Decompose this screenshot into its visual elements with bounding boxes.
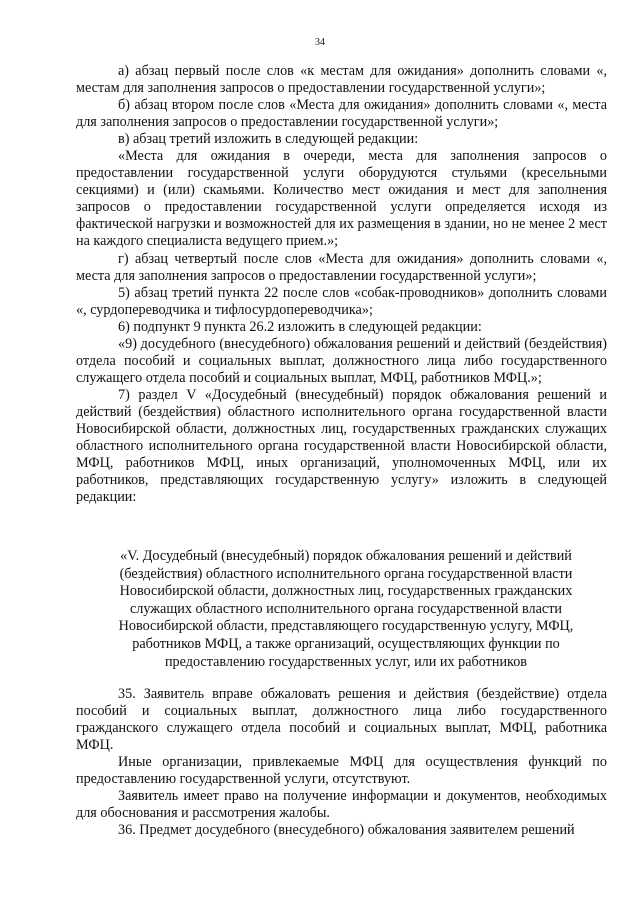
amendments-text [76, 63, 607, 506]
heading-line: служащих областного исполнительного органа государственной власти [129, 600, 563, 617]
paragraph: 36. Предмет досудебного (внесудебного) обжалования заявителем решений [118, 822, 575, 839]
page-number: 34 [315, 37, 325, 48]
heading-line: предоставлению государственных услуг, или их работников [164, 653, 528, 670]
heading-line: «V. Досудебный (внесудебный) порядок обжалования решений и действий [120, 548, 572, 564]
paragraph: 6) подпункт 9 пункта 26.2 изложить в следующей редакции: [118, 318, 482, 335]
paragraph: б) абзац втором после слов «Места для ожидания» дополнить словами «, места для заполнения запросов о предоставлении государственной услуги»; [76, 97, 607, 131]
paragraph: 7) раздел V «Досудебный (внесудебный) порядок обжалования решений и действий (бездействия) областного исполнительного органа государственной власти Новосибирской области, должностных лиц, государственных гражданских служащих областного исполнительного органа государственной власти Новосибирской области, МФЦ, работников МФЦ, иных организаций, уполномоченных МФЦ, или их работников, представляющих государственную услугу» изложить в следующей редакции: [76, 386, 607, 506]
paragraph: Иные организации, привлекаемые МФЦ для осуществления функций по предоставлению государственной услуги, отсутствуют. [76, 754, 607, 788]
heading-line: (бездействия) областного исполнительного органа государственной власти [119, 565, 573, 582]
section-text [76, 686, 607, 839]
heading-line: Новосибирской области, представляющего государственную услугу, МФЦ, [118, 618, 574, 635]
paragraph: а) абзац первый после слов «к местам для ожидания» дополнить словами «, местам для заполнения запросов о предоставлении государственной услуги»; [76, 63, 607, 97]
paragraph: в) абзац третий изложить в следующей редакции: [118, 131, 419, 148]
section-heading [96, 548, 596, 671]
paragraph: 5) абзац третий пункта 22 после слов «собак-проводников» дополнить словами «, сурдопереводчика и тифлосурдопереводчика»; [76, 284, 607, 318]
paragraph: Заявитель имеет право на получение информации и документов, необходимых для обоснования и рассмотрения жалобы. [76, 788, 607, 822]
heading-line: работников МФЦ, а также организаций, осуществляющих функции по [132, 635, 560, 652]
paragraph: «9) досудебного (внесудебного) обжалования решений и действий (бездействия) отдела пособий и социальных выплат, должностного лица либо государственного служащего отдела пособий и социальных выплат, МФЦ, работников МФЦ.»; [76, 335, 607, 386]
paragraph: 35. Заявитель вправе обжаловать решения и действия (бездействие) отдела пособий и социальных выплат, должностного лица либо государственного гражданского служащего отдела пособий и социальных выплат, МФЦ, работника МФЦ. [76, 686, 607, 754]
paragraph: г) абзац четвертый после слов «Места для ожидания» дополнить словами «, места для заполнения запросов о предоставлении государственной услуги»; [76, 250, 607, 284]
heading-line: Новосибирской области, должностных лиц, государственных гражданских [119, 583, 573, 600]
paragraph: «Места для ожидания в очереди, места для заполнения запросов о предоставлении государственной услуги оборудуются стульями (кресельными секциями) и (или) скамьями. Количество мест ожидания и мест для заполнения запросов о предоставлении государственной услуги определяется исходя из фактической нагрузки и возможностей для их размещения в здании, но не менее 2 мест на каждого специалиста ведущего прием.»; [76, 148, 607, 250]
